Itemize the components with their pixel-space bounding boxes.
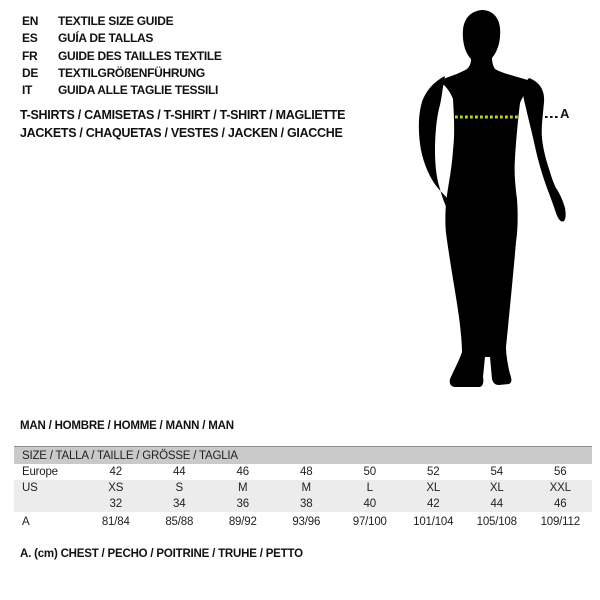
- table-row-europe: [14, 464, 592, 480]
- cell: 101/104: [413, 515, 454, 528]
- cell: XL: [489, 482, 504, 494]
- list-item: [22, 30, 222, 47]
- table-header: SIZE / TALLA / TAILLE / GRÖSSE / TAGLIA: [14, 447, 592, 465]
- language-code: ES: [22, 31, 38, 46]
- language-title: GUIDA ALLE TAGLIE TESSILI: [58, 83, 219, 98]
- cell: 109/112: [540, 515, 580, 528]
- cell: 36: [236, 498, 249, 510]
- cell: 44: [173, 466, 186, 478]
- row-label: [14, 496, 84, 512]
- section-title: MAN / HOMBRE / HOMME / MANN / MAN: [20, 420, 234, 432]
- cell: 32: [109, 498, 122, 510]
- table-row-chest: [14, 512, 592, 531]
- language-title: GUIDE DES TAILLES TEXTILE: [58, 48, 222, 63]
- table-header-row: [14, 447, 592, 465]
- cell: 50: [363, 466, 376, 478]
- cell: 85/88: [165, 515, 194, 528]
- cell: 46: [236, 466, 249, 478]
- cell: 46: [554, 498, 567, 510]
- list-item: [22, 48, 222, 65]
- row-label: Europe: [22, 466, 58, 478]
- cell: 93/96: [292, 515, 321, 528]
- cell: 34: [173, 498, 186, 510]
- table-row-numeric: [14, 496, 592, 512]
- garment-categories: [20, 106, 345, 142]
- list-item: [22, 65, 222, 82]
- language-code: FR: [22, 48, 38, 63]
- cell: 52: [427, 466, 440, 478]
- cell: M: [238, 482, 248, 494]
- measurement-footnote: A. (cm) CHEST / PECHO / POITRINE / TRUHE / PETTO: [20, 548, 303, 560]
- cell: 44: [490, 498, 503, 510]
- cell: S: [175, 482, 183, 494]
- language-code: DE: [22, 65, 39, 80]
- measure-label-a: A: [560, 106, 570, 121]
- cell: 40: [363, 498, 376, 510]
- cell: XXL: [549, 482, 571, 494]
- size-table: [14, 446, 592, 531]
- language-title-list: [22, 13, 222, 99]
- man-silhouette-figure: [395, 5, 580, 390]
- table-row-us: [14, 480, 592, 496]
- list-item: [22, 82, 222, 99]
- man-silhouette-icon: [395, 5, 580, 390]
- cell: 81/84: [101, 515, 130, 528]
- list-item: [22, 13, 222, 30]
- language-title: TEXTILGRÖßENFÜHRUNG: [58, 65, 205, 80]
- silhouette-body: [439, 10, 537, 387]
- cell: 56: [554, 466, 567, 478]
- cell: 89/92: [228, 515, 257, 528]
- cell: 105/108: [476, 515, 517, 528]
- cell: 42: [427, 498, 440, 510]
- category-line-tshirts: T-SHIRTS / CAMISETAS / T-SHIRT / T-SHIRT / MAGLIETTE: [20, 108, 346, 122]
- cell: 97/100: [352, 515, 387, 528]
- row-label: A: [22, 515, 30, 528]
- row-label: US: [22, 482, 38, 494]
- category-line-jackets: JACKETS / CHAQUETAS / VESTES / JACKEN / GIACCHE: [20, 126, 343, 140]
- cell: L: [366, 482, 373, 494]
- language-title: GUÍA DE TALLAS: [58, 31, 154, 46]
- cell: 48: [300, 466, 313, 478]
- language-code: IT: [22, 83, 33, 98]
- language-title: TEXTILE SIZE GUIDE: [58, 14, 174, 28]
- cell: 38: [300, 498, 313, 510]
- language-code: EN: [22, 14, 39, 28]
- silhouette-right-arm: [523, 78, 565, 222]
- cell: M: [301, 482, 311, 494]
- cell: 54: [490, 466, 503, 478]
- cell: XL: [426, 482, 441, 494]
- cell: 42: [109, 466, 122, 478]
- cell: XS: [108, 482, 124, 494]
